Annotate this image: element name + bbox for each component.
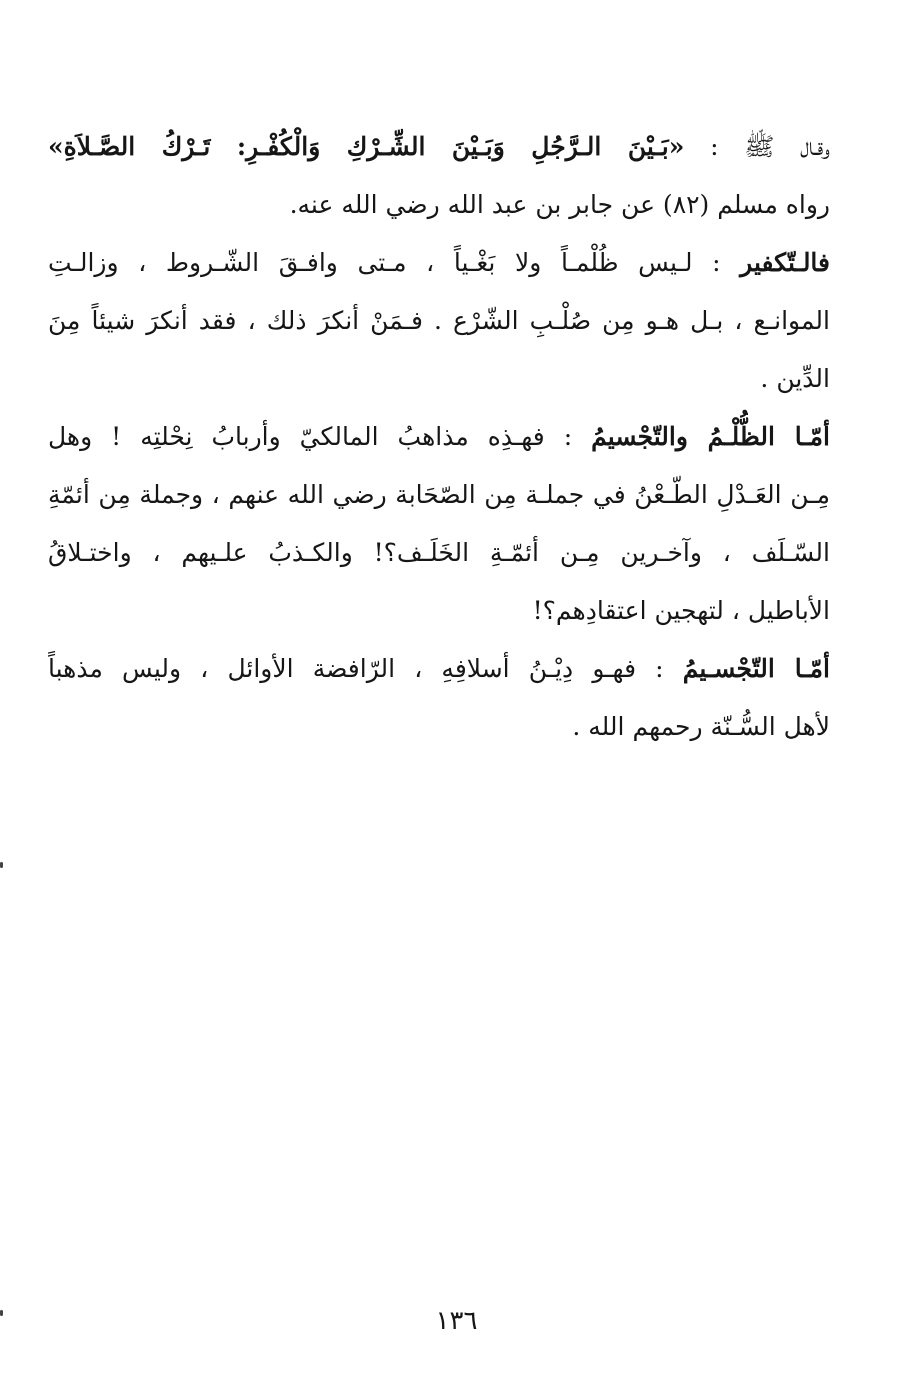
text-line <box>48 582 830 640</box>
paragraph <box>48 408 830 640</box>
text-run: : لـيس ظُلْمـاً ولا بَغْـياً ، مـتى وافـقَ الشّـروط ، وزالـتِ <box>48 248 741 277</box>
text-line <box>48 640 830 698</box>
page-number: ١٣٦ <box>435 1306 478 1336</box>
text-line <box>48 176 830 234</box>
text-run: رواه مسلم (٨٢) عن جابر بن عبد الله رضي الله عنه. <box>289 190 830 219</box>
text-line <box>48 698 830 756</box>
paragraph <box>48 118 830 234</box>
text-line <box>48 524 830 582</box>
bold-term: أمّـا الظُّلْـمُ والتّجْسيمُ <box>591 422 830 451</box>
text-run: الدِّين . <box>760 364 830 393</box>
text-line <box>48 234 830 292</box>
text-line <box>48 118 830 176</box>
text-run: السّـلَف ، وآخـرين مِـن أئمّـةِ الخَلَـف؟! والكـذبُ علـيهم ، واختـلاقُ <box>48 538 830 567</box>
body-text <box>48 118 830 756</box>
text-run: لأهل السُّـنّة رحمهم الله . <box>572 712 830 741</box>
paragraph <box>48 234 830 408</box>
bold-term: «بَـيْنَ الـرَّجُلِ وَبَـيْنَ الشِّـرْكِ وَالْكُفْـرِ: تَـرْكُ الصَّـلاَةِ» <box>48 132 685 161</box>
text-line <box>48 350 830 408</box>
text-run: : فهـو دِيْـنُ أسلافِهِ ، الرّافضة الأوائل ، وليس مذهباً <box>48 654 683 683</box>
text-run: مِـن العَـدْلِ الطّـعْنُ في جملـة مِن الصّحَابة رضي الله عنهم ، وجملة مِن أئمّةِ <box>48 480 830 509</box>
text-line <box>48 408 830 466</box>
margin-speck <box>0 862 3 868</box>
bold-term: فالـتّكفير <box>740 248 830 277</box>
bold-term: أمّـا التّجْسـيمُ <box>682 654 830 683</box>
text-run: الأباطيل ، لتهجين اعتقادِهم؟! <box>532 596 830 625</box>
text-run: : فهـذِه مذاهبُ المالكيّ وأربابُ نِحْلتِه ! وهل <box>48 422 592 451</box>
paragraph <box>48 640 830 756</box>
text-run: وقـال ﷺ : <box>684 132 830 161</box>
text-line <box>48 466 830 524</box>
text-line <box>48 292 830 350</box>
text-run: الموانـع ، بـل هـو مِن صُلْـبِ الشّرْع . فـمَنْ أنكرَ ذلك ، فقد أنكرَ شيئاً مِنَ <box>48 306 830 335</box>
margin-speck <box>0 1310 3 1316</box>
